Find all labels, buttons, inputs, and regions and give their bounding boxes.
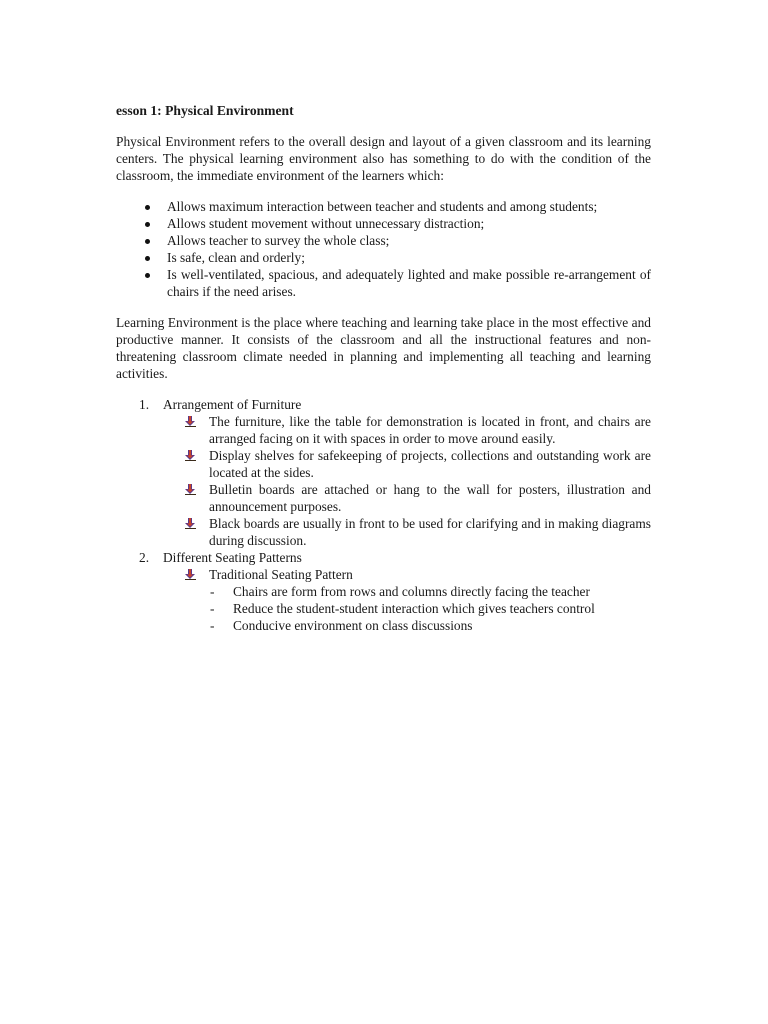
bullet-list (116, 198, 651, 300)
dash-mark: - (210, 601, 215, 616)
section-number: 2. (139, 550, 150, 565)
section-title: Arrangement of Furniture (163, 397, 302, 412)
sub-item: Traditional Seating Pattern - Chairs are form from rows and columns directly facing the teacher - Reduce the student-student interaction which gives teachers control - Conducive environment on class discussions (163, 566, 651, 634)
arrow-bullet-icon (185, 416, 196, 427)
lesson-heading: esson 1: Physical Environment (116, 103, 294, 118)
round-bullet-icon (145, 222, 150, 227)
bullet-item: Is safe, clean and orderly; (116, 249, 651, 266)
sub-item: Black boards are usually in front to be used for clarifying and in making diagrams during discussion. (163, 515, 651, 549)
section-arrangement-of-furniture (116, 396, 651, 549)
round-bullet-icon (145, 273, 150, 278)
bullet-item: Allows maximum interaction between teacher and students and among students; (116, 198, 651, 215)
sub-list (163, 413, 651, 549)
bullet-item: Allows student movement without unnecessary distraction; (116, 215, 651, 232)
sub-item: Bulletin boards are attached or hang to the wall for posters, illustration and announcement purposes. (163, 481, 651, 515)
sub-item: The furniture, like the table for demonstration is located in front, and chairs are arranged facing on it with spaces in order to move around easily. (163, 413, 651, 447)
section-title: Different Seating Patterns (163, 550, 302, 565)
arrow-bullet-icon (185, 569, 196, 580)
arrow-bullet-icon (185, 450, 196, 461)
arrow-bullet-icon (185, 484, 196, 495)
dash-mark: - (210, 584, 215, 599)
dash-list (209, 583, 651, 634)
document-page (116, 102, 651, 634)
section-number: 1. (139, 397, 150, 412)
dash-item: - Reduce the student-student interaction which gives teachers control (210, 601, 595, 616)
round-bullet-icon (145, 256, 150, 261)
sub-item: Display shelves for safekeeping of projects, collections and outstanding work are located at the sides. (163, 447, 651, 481)
bullet-item: Allows teacher to survey the whole class; (116, 232, 651, 249)
arrow-bullet-icon (185, 518, 196, 529)
round-bullet-icon (145, 205, 150, 210)
round-bullet-icon (145, 239, 150, 244)
sub-list (163, 566, 651, 634)
numbered-list (116, 396, 651, 634)
intro-paragraph: Physical Environment refers to the overall design and layout of a given classroom and its learning centers. The physical learning environment also has something to do with the condition of the classroom, the immediate environment of the learners which: (116, 134, 651, 183)
bullet-item: Is well-ventilated, spacious, and adequately lighted and make possible re-arrangement of chairs if the need arises. (116, 266, 651, 300)
dash-mark: - (210, 618, 215, 633)
dash-item: - Conducive environment on class discussions (210, 618, 473, 633)
learning-environment-paragraph: Learning Environment is the place where teaching and learning take place in the most effective and productive manner. It consists of the classroom and all the instructional features and non-threatening classroom climate needed in planning and implementing all teaching and learning activities. (116, 315, 651, 381)
dash-item: - Chairs are form from rows and columns directly facing the teacher (210, 584, 590, 599)
section-different-seating-patterns (116, 549, 651, 634)
